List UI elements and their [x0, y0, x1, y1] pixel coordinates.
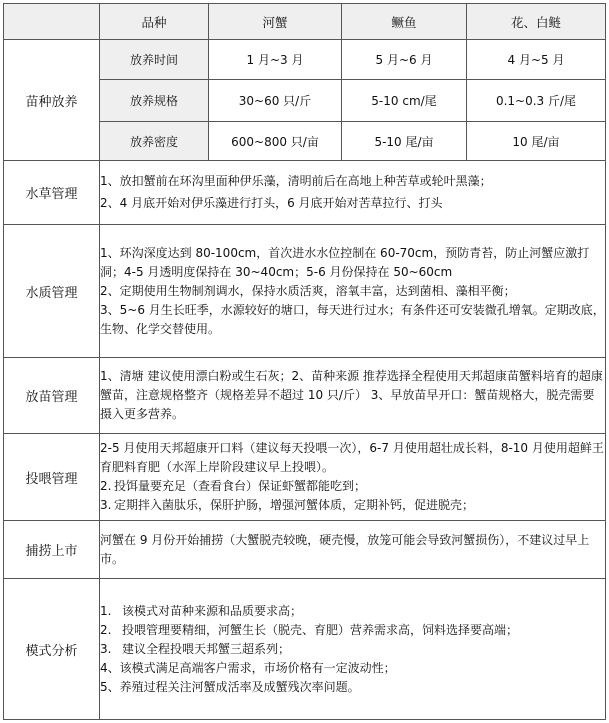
harvest-row — [4, 521, 606, 579]
seedling-label: 放苗管理 — [4, 358, 100, 434]
feeding-line — [100, 477, 605, 496]
stocking-mandarin-fish-value: 5-10 cm/尾 — [342, 80, 467, 122]
aquatic-plants-label: 水草管理 — [4, 161, 100, 225]
feeding-line-number: 2. — [100, 479, 112, 493]
header-blank-cell — [4, 4, 100, 40]
aquatic-plants-line: 2、4 月底开始对伊乐藻进行打头，6 月底开始对苦草拉行、打头 — [100, 196, 443, 210]
aquaculture-mode-table — [3, 3, 606, 720]
analysis-item-text: 投喂管理要精细，河蟹生长（脱壳、育肥）营养需求高，饲料选择要高端； — [122, 622, 519, 637]
analysis-item — [100, 640, 605, 659]
analysis-row — [4, 579, 606, 720]
stocking-row-time — [4, 40, 606, 80]
analysis-item-number: 5、 — [100, 679, 120, 694]
stocking-crab-value: 600~800 只/亩 — [209, 122, 342, 161]
stocking-carp-value: 10 尾/亩 — [467, 122, 606, 161]
water-quality-content — [100, 225, 606, 358]
feeding-row — [4, 434, 606, 521]
harvest-text: 河蟹在 9 月份开始捕捞（大蟹脱壳较晚，硬壳慢，放笼可能会导致河蟹损伤），不建议过早上市。 — [100, 532, 590, 566]
water-quality-line: 3、5~6 月生长旺季，水源较好的塘口，每天进行过水；有条件还可安装微孔增氧。定期改底，生物、化学交替使用。 — [100, 302, 605, 336]
analysis-item — [100, 678, 605, 697]
header-row — [4, 4, 606, 40]
analysis-item — [100, 621, 605, 640]
seedling-content — [100, 358, 606, 434]
feeding-line — [100, 439, 605, 477]
analysis-item-number: 4、 — [100, 660, 120, 675]
analysis-item-number: 3. — [100, 641, 112, 656]
feeding-line — [100, 496, 605, 515]
aquatic-plants-line: 1、放扣蟹前在环沟里面种伊乐藻，清明前后在高地上种苦草或轮叶黑藻； — [100, 174, 492, 188]
harvest-label: 捕捞上市 — [4, 521, 100, 579]
stocking-crab-value: 1 月~3 月 — [209, 40, 342, 80]
feeding-content — [100, 434, 606, 521]
header-carp: 花、白鲢 — [467, 4, 606, 40]
seedling-row — [4, 358, 606, 434]
water-quality-row — [4, 225, 606, 358]
analysis-item — [100, 659, 605, 678]
analysis-item-text: 该模式对苗种来源和品质要求高； — [122, 603, 303, 618]
water-quality-label: 水质管理 — [4, 225, 100, 358]
feeding-line-number: 3. — [100, 498, 112, 512]
seedling-text: 1、清塘 建议使用漂白粉或生石灰；2、苗种来源 推荐选择全程使用天邦超康苗蟹料培育的超康蟹苗，注意规格整齐（规格差异不超过 10 只/斤） 3、早放苗早开口：蟹苗规格大，脱壳需要摄入更多营养。 — [100, 369, 603, 421]
analysis-item-text: 建议全程投喂天邦蟹三超系列； — [122, 641, 291, 656]
analysis-item-text: 养殖过程关注河蟹成活率及成蟹残次率问题。 — [119, 679, 360, 694]
aquatic-plants-content — [100, 161, 606, 225]
analysis-item-number: 1. — [100, 603, 112, 618]
stocking-section-label: 苗种放养 — [4, 40, 100, 161]
stocking-carp-value: 0.1~0.3 斤/尾 — [467, 80, 606, 122]
water-quality-line: 2、定期使用生物制剂调水，保持水质活爽，溶氧丰富，达到菌相、藻相平衡； — [100, 283, 516, 298]
analysis-label: 模式分析 — [4, 579, 100, 720]
header-crab: 河蟹 — [209, 4, 342, 40]
analysis-item-number: 2. — [100, 622, 112, 637]
harvest-content — [100, 521, 606, 579]
header-mandarin-fish: 鳜鱼 — [342, 4, 467, 40]
stocking-mandarin-fish-value: 5 月~6 月 — [342, 40, 467, 80]
feeding-line-text: 投饵量要充足（查看食台）保证虾蟹都能吃到； — [114, 479, 367, 493]
analysis-item — [100, 602, 605, 621]
feeding-line-text: 定期拌入菌肽乐，保肝护肠，增强河蟹体质，定期补钙，促进脱壳； — [114, 498, 475, 512]
stocking-carp-value: 4 月~5 月 — [467, 40, 606, 80]
aquatic-plants-row — [4, 161, 606, 225]
stocking-row-label: 放养密度 — [100, 122, 209, 161]
water-quality-line: 1、环沟深度达到 80-100cm，首次进水水位控制在 60-70cm，预防青苔，防止河蟹应激打洞；4-5 月透明度保持在 30~40cm；5-6 月份保持在 50~60cm — [100, 245, 590, 279]
feeding-label: 投喂管理 — [4, 434, 100, 521]
stocking-crab-value: 30~60 只/斤 — [209, 80, 342, 122]
analysis-content — [100, 579, 606, 720]
analysis-item-text: 该模式满足高端客户需求，市场价格有一定波动性； — [119, 660, 396, 675]
stocking-row-label: 放养规格 — [100, 80, 209, 122]
stocking-row-label: 放养时间 — [100, 40, 209, 80]
header-category: 品种 — [100, 4, 209, 40]
feeding-line-text: 2-5 月使用天邦超康开口料（建议每天投喂一次），6-7 月使用超壮成长料，8-10 月使用超鲜王育肥料育肥（水浑上岸阶段建议早上投喂）。 — [100, 441, 604, 474]
stocking-mandarin-fish-value: 5-10 尾/亩 — [342, 122, 467, 161]
